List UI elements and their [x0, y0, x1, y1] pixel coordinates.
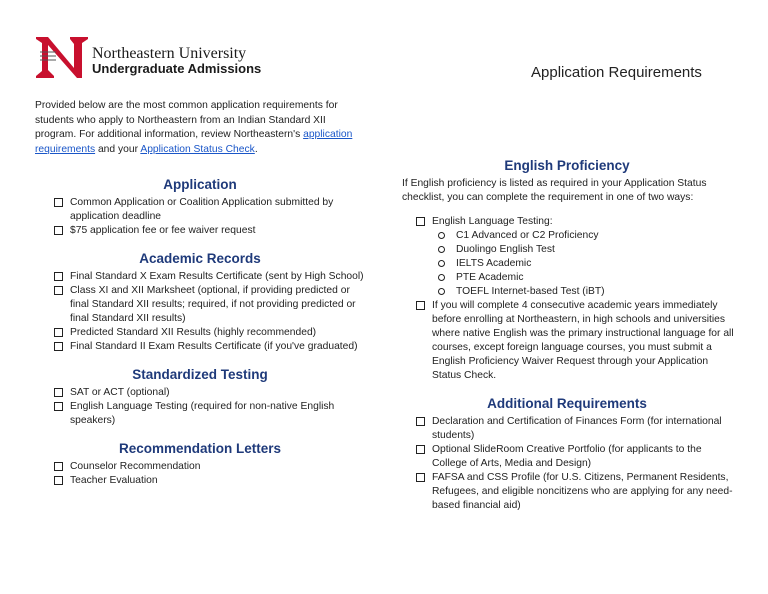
northeastern-n-logo-icon: [34, 34, 90, 80]
application-heading: Application: [163, 177, 237, 192]
list-item-text: SAT or ACT (optional): [70, 387, 170, 398]
list-item: [416, 299, 737, 383]
list-item-text: If you will complete 4 consecutive academic years immediately before enrolling at Northeastern, in high schools and universities where native English was the primary instructional language for all courses, except foreign language courses, you must submit a English Proficiency Waiver Request through your Application Status Check.: [432, 300, 734, 381]
checkbox-icon: [416, 445, 425, 454]
document-title: Application Requirements: [531, 64, 702, 81]
list-item: [54, 474, 370, 488]
checkbox-icon: [54, 286, 63, 295]
checkbox-icon: [54, 342, 63, 351]
circle-bullet-icon: [438, 274, 445, 281]
list-item: [416, 471, 737, 513]
list-item: [416, 443, 737, 471]
list-item-text: Common Application or Coalition Application submitted by application deadline: [70, 197, 334, 222]
left-column: [40, 176, 370, 500]
sub-list-item: [438, 243, 737, 257]
checkbox-icon: [54, 198, 63, 207]
standardized-testing-heading: Standardized Testing: [132, 367, 268, 382]
northeastern-logo: [34, 34, 284, 84]
english-proficiency-intro: If English proficiency is listed as required in your Application Status checklist, you can complete the requirement in one of two ways:: [402, 178, 707, 203]
list-item: [54, 326, 370, 340]
sub-list-item: [438, 229, 737, 243]
recommendation-letters-heading: Recommendation Letters: [118, 441, 282, 456]
intro-paragraph: [35, 99, 365, 157]
intro-text-end: .: [254, 143, 258, 155]
logo-university-name: Northeastern University: [92, 45, 247, 62]
circle-bullet-icon: [438, 232, 445, 239]
right-column: [402, 157, 737, 525]
checkbox-icon: [54, 226, 63, 235]
intro-text-middle: and your: [95, 143, 141, 155]
checkbox-icon: [416, 473, 425, 482]
application-section: [40, 176, 370, 238]
list-item-text: Class XI and XII Marksheet (optional, if providing predicted or final Standard XII results; required, if not providing predicted or final Standard XII results): [70, 285, 356, 324]
checkbox-icon: [54, 328, 63, 337]
sub-list-item-text: TOEFL Internet-based Test (iBT): [456, 286, 605, 297]
list-item: [416, 415, 737, 443]
sub-list-item: [438, 257, 737, 271]
list-item-text: Teacher Evaluation: [70, 475, 158, 486]
list-item: [54, 270, 370, 284]
sub-list-item: [438, 271, 737, 285]
standardized-testing-section: [40, 366, 370, 428]
english-proficiency-section: [402, 157, 737, 383]
checkbox-icon: [54, 402, 63, 411]
checkbox-icon: [416, 301, 425, 310]
circle-bullet-icon: [438, 288, 445, 295]
additional-requirements-section: [402, 395, 737, 513]
list-item-text: Declaration and Certification of Finances Form (for international students): [432, 416, 722, 441]
academic-records-section: [40, 250, 370, 354]
list-item-text: English Language Testing:: [432, 216, 553, 227]
application-status-check-link[interactable]: Application Status Check: [140, 143, 255, 155]
english-tests-list: [402, 229, 737, 299]
english-proficiency-heading: English Proficiency: [504, 158, 630, 173]
list-item-text: $75 application fee or fee waiver request: [70, 225, 256, 236]
list-item: [54, 224, 370, 238]
list-item: [54, 460, 370, 474]
list-item-text: FAFSA and CSS Profile (for U.S. Citizens, Permanent Residents, Refugees, and eligible noncitizens who are applying for any need-based financial aid): [432, 472, 733, 511]
list-item: [54, 340, 370, 354]
intro-text: Provided below are the most common application requirements for students who apply to Northeastern from an Indian Standard XII program. For additional information, review Northeastern's: [35, 100, 338, 140]
checkbox-icon: [416, 417, 425, 426]
list-item-text: Final Standard X Exam Results Certificate (sent by High School): [70, 271, 364, 282]
list-item-text: Predicted Standard XII Results (highly recommended): [70, 327, 317, 338]
application-requirements-link[interactable]: application requirements: [35, 129, 353, 155]
sub-list-item-text: C1 Advanced or C2 Proficiency: [456, 230, 599, 241]
sub-list-item-text: PTE Academic: [456, 272, 524, 283]
checkbox-icon: [54, 388, 63, 397]
checkbox-icon: [54, 462, 63, 471]
list-item: [54, 196, 370, 224]
list-item: [54, 284, 370, 326]
circle-bullet-icon: [438, 260, 445, 267]
additional-requirements-heading: Additional Requirements: [487, 396, 647, 411]
logo-department-name: Undergraduate Admissions: [92, 61, 262, 76]
sub-list-item-text: Duolingo English Test: [456, 244, 555, 255]
list-item-text: English Language Testing (required for non-native English speakers): [70, 401, 335, 426]
sub-list-item-text: IELTS Academic: [456, 258, 532, 269]
circle-bullet-icon: [438, 246, 445, 253]
checkbox-icon: [416, 217, 425, 226]
list-item-text: Optional SlideRoom Creative Portfolio (for applicants to the College of Arts, Media and Design): [432, 444, 702, 469]
list-item-text: Counselor Recommendation: [70, 461, 201, 472]
list-item: [54, 386, 370, 400]
academic-records-heading: Academic Records: [139, 251, 261, 266]
list-item-text: Final Standard II Exam Results Certificate (if you've graduated): [70, 341, 358, 352]
list-item: [416, 215, 737, 229]
sub-list-item: [438, 285, 737, 299]
list-item: [54, 400, 370, 428]
recommendation-letters-section: [40, 440, 370, 488]
checkbox-icon: [54, 272, 63, 281]
checkbox-icon: [54, 476, 63, 485]
